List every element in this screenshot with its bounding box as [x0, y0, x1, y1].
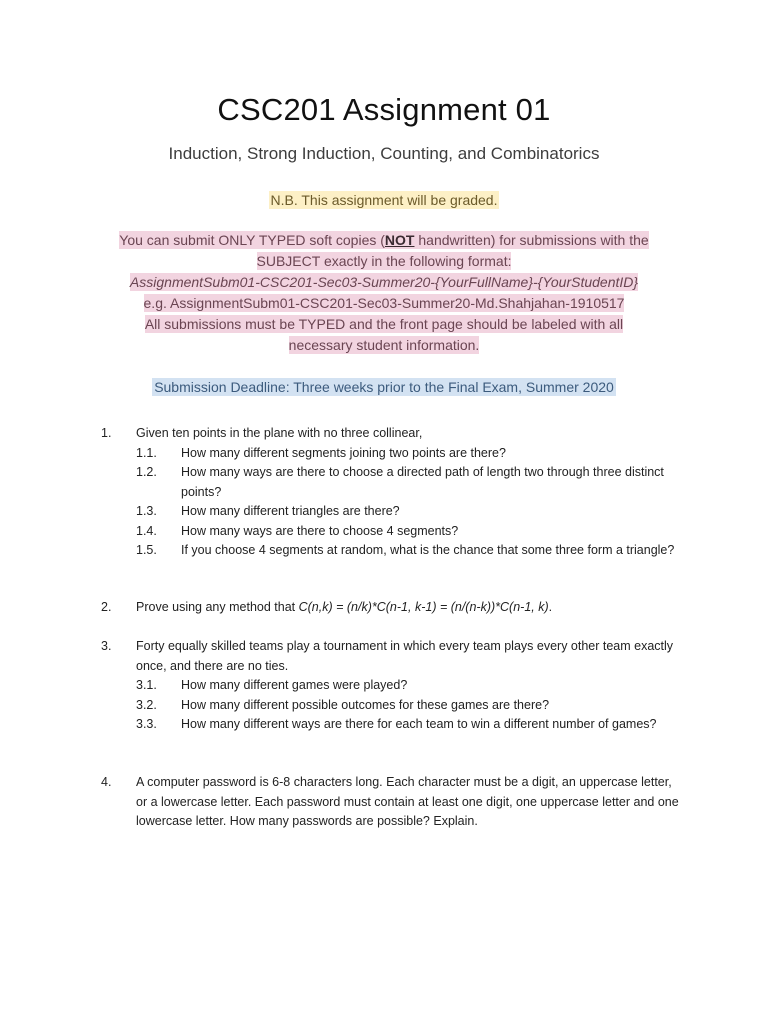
question-number: 3.	[101, 639, 112, 653]
sub-question	[136, 463, 681, 502]
question-text: Forty equally skilled teams play a tournament in which every team plays every other team exactly once, and there are no ties.	[136, 639, 674, 673]
instructions-subject: SUBJECT exactly in the following format:	[256, 253, 512, 269]
sub-question-text: How many different ways are there for each team to win a different number of games?	[181, 717, 657, 731]
deadline-notice	[0, 377, 768, 398]
sub-question-number: 3.1.	[136, 678, 157, 692]
instructions-not: NOT	[384, 232, 415, 248]
question-1	[101, 424, 681, 561]
question-4	[101, 773, 681, 832]
sub-question-text: If you choose 4 segments at random, what is the chance that some three form a triangle?	[181, 543, 675, 557]
instructions-pre: You can submit ONLY TYPED soft copies (	[119, 232, 385, 248]
sub-question-number: 1.2.	[136, 465, 157, 479]
question-3	[101, 637, 681, 735]
sub-question	[136, 444, 681, 464]
subject-format: AssignmentSubm01-CSC201-Sec03-Summer20-{YourFullName}-{YourStudentID}	[129, 274, 639, 290]
page-subtitle: Induction, Strong Induction, Counting, and Combinatorics	[168, 144, 600, 163]
typed-requirement-1: All submissions must be TYPED and the front page should be labeled with all	[144, 316, 624, 332]
question-number: 2.	[101, 600, 112, 614]
sub-question	[136, 541, 681, 561]
instructions-line-2	[0, 251, 768, 272]
question-text	[136, 598, 681, 618]
sub-question-number: 1.4.	[136, 523, 157, 538]
typed-requirement-2: necessary student information.	[288, 337, 480, 353]
sub-question-text: How many ways are there to choose a directed path of length two through three distinct points?	[181, 465, 664, 499]
question-text: A computer password is 6-8 characters long. Each character must be a digit, an uppercase letter, or a lowercase letter. Each password must contain at least one digit, one uppercase letter and one lowercase letter. How many passwords are possible? Explain.	[136, 775, 679, 828]
sub-question-number: 1.1.	[136, 445, 157, 460]
subject-format-line	[0, 272, 768, 293]
question-number: 1.	[101, 426, 112, 440]
sub-question-text: How many different possible outcomes for these games are there?	[181, 697, 550, 712]
graded-notice-text: N.B. This assignment will be graded.	[270, 192, 498, 208]
sub-question-text: How many different games were played?	[181, 678, 408, 692]
deadline-text: Submission Deadline: Three weeks prior to the Final Exam, Summer 2020	[154, 379, 614, 395]
typed-requirement-line-1	[0, 314, 768, 335]
instructions-line-1	[0, 230, 768, 251]
submission-instructions	[0, 230, 768, 356]
question-text-post: .	[548, 600, 553, 614]
instructions-post: handwritten) for submissions with the	[414, 232, 649, 248]
question-text-pre: Prove using any method that	[136, 600, 299, 614]
sub-question	[136, 676, 681, 696]
subject-example: e.g. AssignmentSubm01-CSC201-Sec03-Summer20-Md.Shahjahan-1910517	[143, 295, 625, 311]
sub-question-number: 3.3.	[136, 717, 157, 731]
combination-formula: C(n,k) = (n/k)*C(n-1, k-1) = (n/(n-k))*C(n-1, k)	[298, 600, 549, 614]
page-title: CSC201 Assignment 01	[217, 92, 551, 127]
sub-question	[136, 696, 681, 716]
sub-question	[136, 502, 681, 522]
typed-requirement-line-2	[0, 335, 768, 356]
question-number: 4.	[101, 775, 112, 789]
sub-question-text: How many different triangles are there?	[181, 504, 400, 518]
sub-question	[136, 522, 681, 542]
subject-example-line	[0, 293, 768, 314]
sub-question-text: How many ways are there to choose 4 segments?	[181, 523, 459, 538]
sub-question-number: 1.5.	[136, 543, 157, 557]
sub-question-number: 1.3.	[136, 504, 157, 518]
question-2	[101, 598, 681, 618]
sub-question-number: 3.2.	[136, 697, 157, 712]
question-text: Given ten points in the plane with no three collinear,	[136, 426, 423, 440]
graded-notice	[0, 190, 768, 211]
sub-question-text: How many different segments joining two points are there?	[181, 445, 506, 460]
sub-question	[136, 715, 681, 735]
